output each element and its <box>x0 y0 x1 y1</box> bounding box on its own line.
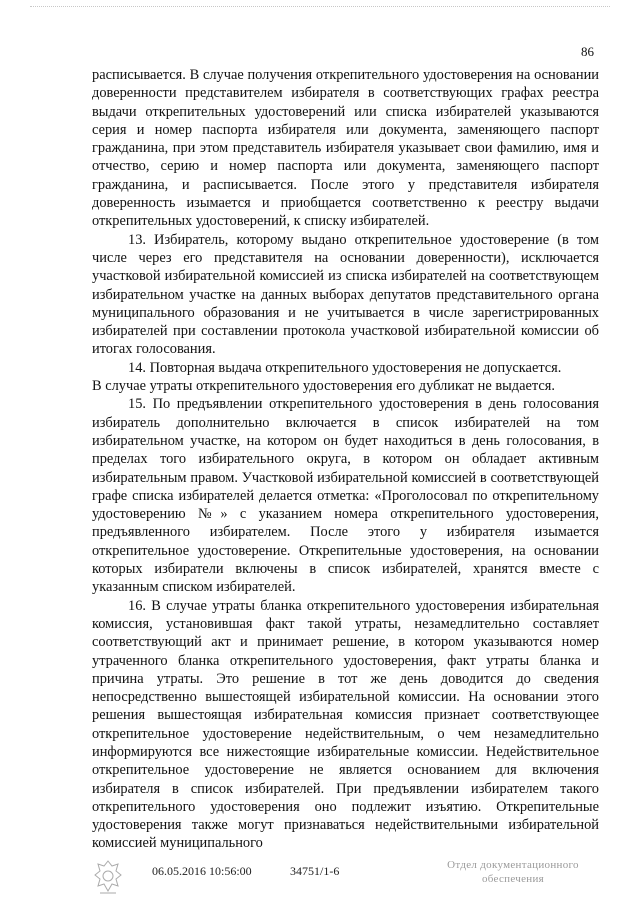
paragraph-16: 16. В случае утраты бланка открепительного удостоверения избирательная комиссия, установившая факт такой утраты, незамедлительно составляет соответствующий акт и принимает решение, в котором указываются номер утраченного бланка открепительного удостоверения, факт утраты бланка и причина утраты. Это решение в тот же день доводится до сведения непосредственно вышестоящей избирательной комиссии. На основании этого решения вышестоящая избирательная комиссия признает соответствующее открепительное удостоверение недействительным, о чем незамедлительно информируются все нижестоящие избирательные комиссии. Недействительное открепительное удостоверение не является основанием для включения избирателя в список избирателей. При предъявлении избирателем такого открепительного удостоверения оно подлежит изъятию. Открепительные удостоверения также могут признаваться недействительными избирательной комиссией муниципального <box>92 597 599 852</box>
page-number: 86 <box>581 44 594 59</box>
paragraph-15: 15. По предъявлении открепительного удостоверения в день голосования избиратель дополнительно включается в список избирателей на том избирательном участке, на котором он будет находиться в день голосования, в пределах того избирательного округа, в котором он обладает активным избирательным правом. Участковой избирательной комиссией в соответствующей графе списка избирателей делается отметка: «Проголосовал по открепительному удостоверению №» с указанием номера открепительного удостоверения, предъявленного избирателем. После этого у избирателя изымается открепительное удостоверение. Открепительные удостоверения, на основании которых избиратели включены в список избирателей, хранятся вместе с указанным списком избирателей. <box>92 396 599 596</box>
emblem-icon <box>92 858 124 896</box>
paragraph-13: 13. Избиратель, которому выдано открепительное удостоверение (в том числе через его представителя на основании доверенности), исключается участковой избирательной комиссией из списка избирателей на соответствующем избирательном участке на данных выборах депутатов представительного органа муниципального образования и не учитывается в числе зарегистрированных избирателей при составлении протокола участковой избирательной комиссии об итогах голосования. <box>92 231 599 358</box>
document-body <box>92 66 599 853</box>
paragraph-14: 14. Повторная выдача открепительного удостоверения не допускается. <box>128 359 562 376</box>
footer-doc-number: 34751/1-6 <box>290 864 340 878</box>
paragraph-14-continuation: В случае утраты открепительного удостоверения его дубликат не выдается. <box>92 378 555 395</box>
paragraph-continuation: расписывается. В случае получения открепительного удостоверения на основании доверенности представителем избирателя в соответствующих графах реестра выдачи открепительных удостоверений или списка избирателей указываются серия и номер паспорта избирателя или документа, заменяющего паспорт гражданина, при этом представитель избирателя указывает свои фамилию, имя и отчество, серию и номер паспорта или документа, заменяющего паспорт гражданина, и расписывается. После этого у представителя избирателя доверенность изымается и приобщается соответственно к реестру выдачи открепительных удостоверений, к списку избирателей. <box>92 67 599 230</box>
footer-timestamp: 06.05.2016 10:56:00 <box>152 864 252 878</box>
department-stamp: Отдел документационного обеспечения <box>447 859 579 885</box>
scan-edge-artifact <box>30 6 610 9</box>
page-footer <box>0 850 640 900</box>
